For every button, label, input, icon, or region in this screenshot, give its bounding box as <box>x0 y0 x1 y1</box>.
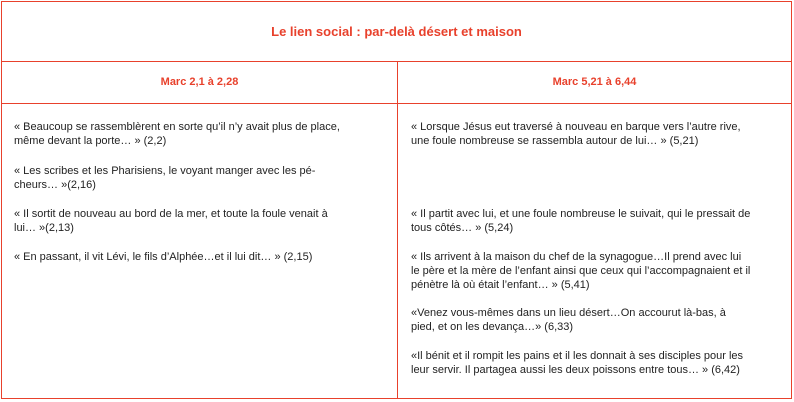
quote-line: « Il sortit de nouveau au bord de la mer, et toute la foule venait à <box>14 208 328 220</box>
quote-line: «Venez vous-mêmes dans un lieu désert…On accourut là-bas, à <box>411 307 726 319</box>
quote-right-3 <box>411 250 783 292</box>
quote-line: « Ils arrivent à la maison du chef de la synagogue…Il prend avec lui <box>411 251 742 263</box>
quote-right-5 <box>411 349 783 377</box>
quote-left-3 <box>14 207 384 235</box>
table-frame <box>1 1 792 399</box>
quote-line: leur servir. Il partagea aussi les deux poissons entre tous… » (6,42) <box>411 364 740 376</box>
quote-line: « Il partit avec lui, et une foule nombreuse le suivait, qui le pressait de <box>411 208 751 220</box>
quote-line: tous côtés… » (5,24) <box>411 222 514 234</box>
quote-left-4 <box>14 250 384 264</box>
quote-line: pied, et on les devança…» (6,33) <box>411 321 574 333</box>
quote-right-1 <box>411 120 783 148</box>
title-row <box>2 2 791 62</box>
quote-right-2 <box>411 207 783 235</box>
quote-right-4 <box>411 306 783 334</box>
quote-left-1 <box>14 120 384 148</box>
quote-left-2 <box>14 164 384 192</box>
quote-line: « Beaucoup se rassemblèrent en sorte qu’il n’y avait plus de place, <box>14 121 340 133</box>
quote-line: « Les scribes et les Pharisiens, le voyant manger avec les pé- <box>14 165 316 177</box>
column-header-left <box>2 62 397 102</box>
quote-line: lui… »(2,13) <box>14 222 74 234</box>
quote-line: cheurs… »(2,16) <box>14 179 96 191</box>
quote-line: pénètre là où était l’enfant… » (5,41) <box>411 279 590 291</box>
quote-line: « Lorsque Jésus eut traversé à nouveau en barque vers l’autre rive, <box>411 121 741 133</box>
table-title: Le lien social : par-delà désert et maison <box>271 24 522 39</box>
column-header-right-label: Marc 5,21 à 6,44 <box>552 76 637 88</box>
quote-line: «Il bénit et il rompit les pains et il les donnait à ses disciples pour les <box>411 350 744 362</box>
column-header-left-label: Marc 2,1 à 2,28 <box>160 76 239 88</box>
column-divider <box>397 62 398 399</box>
quote-line: même devant la porte… » (2,2) <box>14 135 167 147</box>
quote-line: le père et la mère de l’enfant ainsi que ceux qui l’accompagnaient et il <box>411 265 751 277</box>
quote-line: « En passant, il vit Lévi, le fils d’Alphée…et il lui dit… » (2,15) <box>14 251 313 263</box>
column-header-right <box>398 62 791 102</box>
quote-line: une foule nombreuse se rassembla autour de lui… » (5,21) <box>411 135 699 147</box>
